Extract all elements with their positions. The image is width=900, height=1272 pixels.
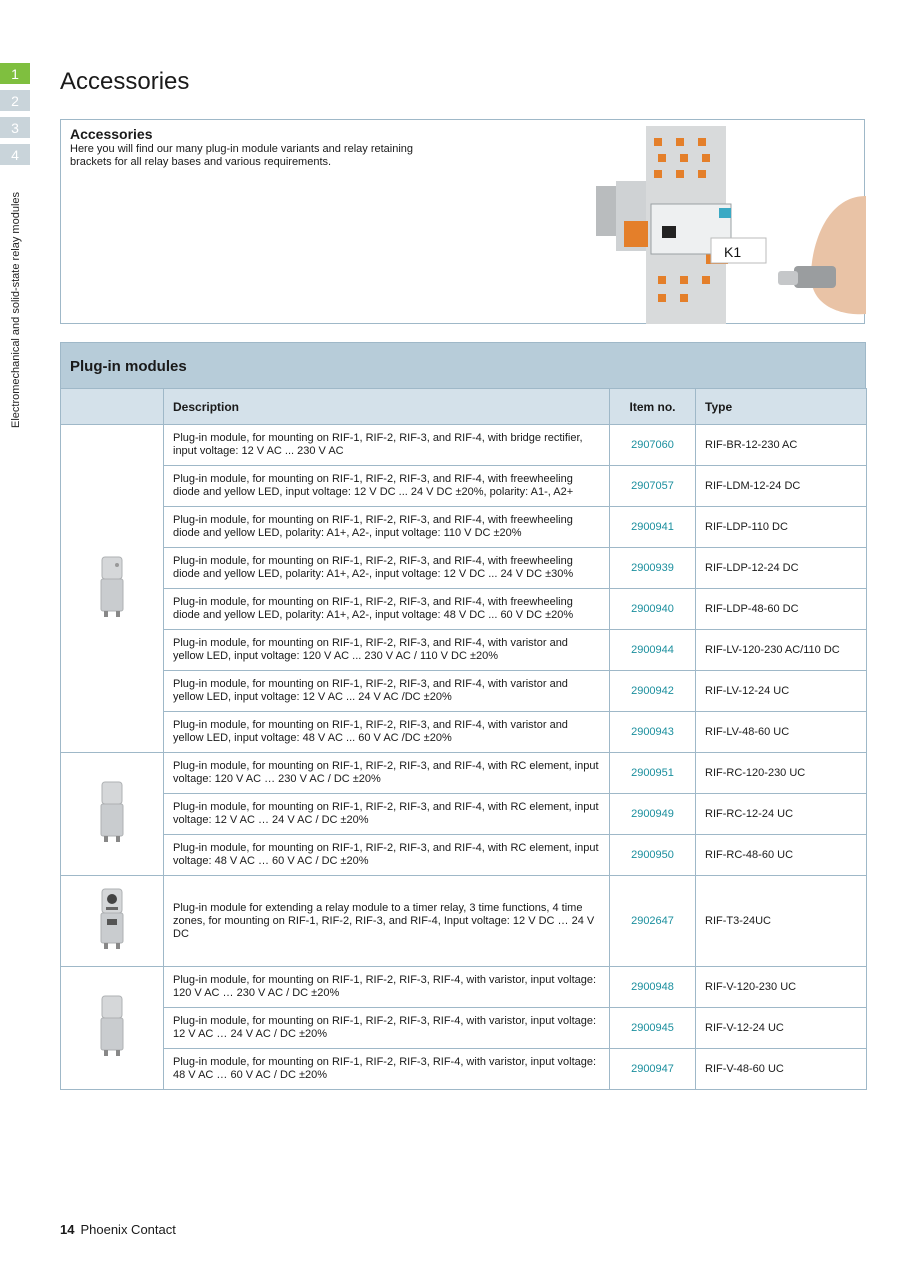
row-description: Plug-in module, for mounting on RIF-1, RIF-2, RIF-3, and RIF-4, with varistor and yellow LED, input voltage: 12 V AC ... 24 V AC /DC ±20% bbox=[164, 671, 610, 712]
item-number-link[interactable]: 2900945 bbox=[610, 1008, 696, 1049]
led-module-image-cell bbox=[61, 425, 164, 753]
row-description: Plug-in module, for mounting on RIF-1, RIF-2, RIF-3, and RIF-4, with freewheeling diode and yellow LED, input voltage: 12 V DC ... 24 V DC ±20%, polarity: A1-, A2+ bbox=[164, 466, 610, 507]
timer-module-image-cell bbox=[61, 876, 164, 967]
chapter-caption: Electromechanical and solid-state relay modules bbox=[10, 191, 22, 428]
chapter-tab-2[interactable]: 2 bbox=[0, 90, 30, 111]
row-type: RIF-V-12-24 UC bbox=[696, 1008, 867, 1049]
photo-label: K1 bbox=[724, 244, 742, 260]
item-number-link[interactable]: 2907060 bbox=[610, 425, 696, 466]
table-row bbox=[61, 589, 867, 630]
row-description: Plug-in module, for mounting on RIF-1, RIF-2, RIF-3, and RIF-4, with bridge rectifier, input voltage: 12 V AC ... 230 V AC bbox=[164, 425, 610, 466]
item-column-header: Item no. bbox=[610, 389, 696, 425]
row-type: RIF-LDM-12-24 DC bbox=[696, 466, 867, 507]
table-row bbox=[61, 753, 867, 794]
rc-module-image-cell bbox=[61, 753, 164, 876]
rc-plug-in-module-icon bbox=[97, 780, 127, 844]
table-row bbox=[61, 507, 867, 548]
row-description: Plug-in module, for mounting on RIF-1, RIF-2, RIF-3, and RIF-4, with varistor and yellow LED, input voltage: 48 V AC ... 60 V AC /DC ±20% bbox=[164, 712, 610, 753]
table-row bbox=[61, 425, 867, 466]
intro-heading: Accessories bbox=[70, 126, 153, 142]
item-number-link[interactable]: 2900950 bbox=[610, 835, 696, 876]
relay-product-photo bbox=[596, 126, 866, 324]
description-column-header: Description bbox=[164, 389, 610, 425]
item-number-link[interactable]: 2907057 bbox=[610, 466, 696, 507]
row-type: RIF-LDP-12-24 DC bbox=[696, 548, 867, 589]
section-title: Plug-in modules bbox=[70, 358, 187, 375]
page-title: Accessories bbox=[60, 68, 190, 95]
table-row bbox=[61, 548, 867, 589]
chapter-tab-3[interactable]: 3 bbox=[0, 117, 30, 138]
type-column-header: Type bbox=[696, 389, 867, 425]
row-description: Plug-in module, for mounting on RIF-1, RIF-2, RIF-3, and RIF-4, with freewheeling diode and yellow LED, polarity: A1+, A2-, input voltage: 48 V DC ... 60 V DC ±20% bbox=[164, 589, 610, 630]
row-description: Plug-in module for extending a relay module to a timer relay, 3 time functions, 4 time zones, for mounting on RIF-1, RIF-2, RIF-3, and RIF-4, Input voltage: 12 V DC … 24 V DC bbox=[164, 876, 610, 967]
row-type: RIF-T3-24UC bbox=[696, 876, 867, 967]
row-description: Plug-in module, for mounting on RIF-1, RIF-2, RIF-3, and RIF-4, with freewheeling diode and yellow LED, polarity: A1+, A2-, input voltage: 12 V DC ... 24 V DC ±30% bbox=[164, 548, 610, 589]
item-number-link[interactable]: 2900951 bbox=[610, 753, 696, 794]
chapter-tab-4[interactable]: 4 bbox=[0, 144, 30, 165]
row-type: RIF-LDP-110 DC bbox=[696, 507, 867, 548]
row-description: Plug-in module, for mounting on RIF-1, RIF-2, RIF-3, RIF-4, with varistor, input voltage: 48 V AC … 60 V AC / DC ±20% bbox=[164, 1049, 610, 1090]
table-row bbox=[61, 712, 867, 753]
row-description: Plug-in module, for mounting on RIF-1, RIF-2, RIF-3, and RIF-4, with varistor and yellow LED, input voltage: 120 V AC ... 230 V AC / 110 V DC ±20% bbox=[164, 630, 610, 671]
plug-in-modules-table bbox=[60, 388, 867, 1090]
intro-box bbox=[60, 119, 865, 324]
row-type: RIF-LV-12-24 UC bbox=[696, 671, 867, 712]
row-description: Plug-in module, for mounting on RIF-1, RIF-2, RIF-3, and RIF-4, with RC element, input voltage: 12 V AC … 24 V AC / DC ±20% bbox=[164, 794, 610, 835]
varistor-plug-in-module-icon bbox=[97, 994, 127, 1058]
intro-text: Here you will find our many plug-in module variants and relay retaining brackets for all relay bases and various requirements. bbox=[70, 143, 414, 168]
chapter-tab-1[interactable]: 1 bbox=[0, 63, 30, 84]
row-type: RIF-RC-48-60 UC bbox=[696, 835, 867, 876]
table-row bbox=[61, 1049, 867, 1090]
item-number-link[interactable]: 2900944 bbox=[610, 630, 696, 671]
row-description: Plug-in module, for mounting on RIF-1, RIF-2, RIF-3, RIF-4, with varistor, input voltage: 12 V AC … 24 V AC / DC ±20% bbox=[164, 1008, 610, 1049]
row-description: Plug-in module, for mounting on RIF-1, RIF-2, RIF-3, and RIF-4, with RC element, input voltage: 48 V AC … 60 V AC / DC ±20% bbox=[164, 835, 610, 876]
page-footer bbox=[60, 1222, 176, 1237]
row-description: Plug-in module, for mounting on RIF-1, RIF-2, RIF-3, RIF-4, with varistor, input voltage: 120 V AC … 230 V AC / DC ±20% bbox=[164, 967, 610, 1008]
item-number-link[interactable]: 2900943 bbox=[610, 712, 696, 753]
table-row bbox=[61, 1008, 867, 1049]
varistor-module-image-cell bbox=[61, 967, 164, 1090]
led-plug-in-module-icon bbox=[97, 555, 127, 619]
table-header-row bbox=[61, 389, 867, 425]
timer-plug-in-module-icon bbox=[97, 887, 127, 951]
page-number: 14 bbox=[60, 1222, 75, 1237]
item-number-link[interactable]: 2900940 bbox=[610, 589, 696, 630]
item-number-link[interactable]: 2902647 bbox=[610, 876, 696, 967]
item-number-link[interactable]: 2900949 bbox=[610, 794, 696, 835]
row-description: Plug-in module, for mounting on RIF-1, RIF-2, RIF-3, and RIF-4, with RC element, input voltage: 120 V AC … 230 V AC / DC ±20% bbox=[164, 753, 610, 794]
table-row bbox=[61, 630, 867, 671]
row-type: RIF-LDP-48-60 DC bbox=[696, 589, 867, 630]
table-row bbox=[61, 967, 867, 1008]
item-number-link[interactable]: 2900942 bbox=[610, 671, 696, 712]
brand-name: Phoenix Contact bbox=[80, 1222, 176, 1237]
image-column-header bbox=[61, 389, 164, 425]
row-type: RIF-LV-120-230 AC/110 DC bbox=[696, 630, 867, 671]
item-number-link[interactable]: 2900947 bbox=[610, 1049, 696, 1090]
row-type: RIF-LV-48-60 UC bbox=[696, 712, 867, 753]
row-description: Plug-in module, for mounting on RIF-1, RIF-2, RIF-3, and RIF-4, with freewheeling diode and yellow LED, polarity: A1+, A2-, input voltage: 110 V DC ±20% bbox=[164, 507, 610, 548]
item-number-link[interactable]: 2900941 bbox=[610, 507, 696, 548]
item-number-link[interactable]: 2900939 bbox=[610, 548, 696, 589]
item-number-link[interactable]: 2900948 bbox=[610, 967, 696, 1008]
chapter-tabs bbox=[0, 63, 30, 171]
row-type: RIF-V-48-60 UC bbox=[696, 1049, 867, 1090]
table-row bbox=[61, 671, 867, 712]
row-type: RIF-V-120-230 UC bbox=[696, 967, 867, 1008]
row-type: RIF-RC-120-230 UC bbox=[696, 753, 867, 794]
section-header bbox=[60, 342, 866, 388]
row-type: RIF-BR-12-230 AC bbox=[696, 425, 867, 466]
table-row bbox=[61, 835, 867, 876]
row-type: RIF-RC-12-24 UC bbox=[696, 794, 867, 835]
table-row bbox=[61, 794, 867, 835]
table-row bbox=[61, 876, 867, 967]
table-row bbox=[61, 466, 867, 507]
